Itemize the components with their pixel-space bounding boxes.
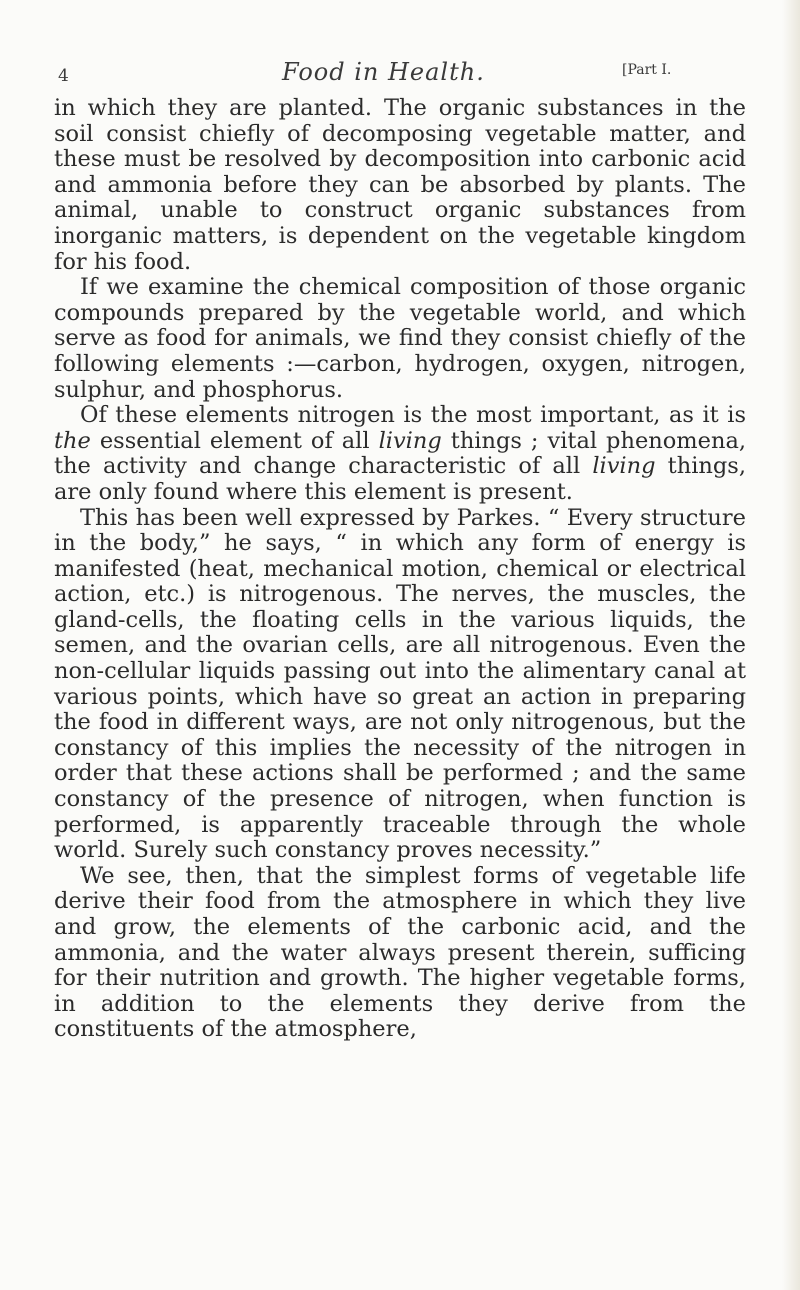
- text-run: in which they are planted. The organic substances in the soil consist chiefly of decomposing vegetable matter, and these must be resolved by decomposition into carbonic acid and ammonia before they can be absorbed by plants. The animal, unable to construct organic substances from inorganic matters, is dependent on the vegetable kingdom for his food.: [54, 95, 746, 275]
- italic-text: living: [592, 453, 656, 480]
- paragraph: [54, 96, 746, 275]
- text-run: Of these elements nitrogen is the most important, as it is: [80, 402, 746, 429]
- paragraph: [54, 864, 746, 1043]
- part-label: [Part I.: [622, 62, 672, 78]
- paragraph: [54, 403, 746, 505]
- text-run: We see, then, that the simplest forms of vegetable life derive their food from the atmosphere in which they live and grow, the elements of the carbonic acid, and the ammonia, and the water always present therein, sufficing for their nutrition and growth. The higher vegetable forms, in addition to the elements they derive from the constituents of the atmosphere,: [54, 862, 746, 1043]
- text-run: This has been well expressed by Parkes. “ Every structure in the body,” he says, “ in which any form of energy is manifested (heat, mechanical motion, chemical or electrical action, etc.) is nitrogenous. The nerves, the muscles, the gland-cells, the floating cells in the various liquids, the semen, and the ovarian cells, are all nitrogenous. Even the non-cellular liquids passing out into the alimentary canal at various points, which have so great an action in preparing the food in different ways, are not only nitrogenous, but the constancy of this implies the necessity of the nitrogen in order that these actions shall be performed ; and the same constancy of the presence of nitrogen, when function is performed, is apparently traceable through the whole world. Surely such constancy proves necessity.”: [54, 504, 746, 864]
- page-number: 4: [58, 66, 69, 86]
- text-run: things, are only found where this element is present.: [54, 453, 746, 505]
- paragraph: [54, 506, 746, 864]
- italic-text: living: [378, 427, 442, 454]
- page-edge-shadow: [782, 0, 800, 1290]
- text-run: essential element of all: [90, 427, 379, 454]
- text-run: If we examine the chemical composition of those organic compounds prepared by the vegetable world, and which serve as food for animals, we find they consist chiefly of the following elements :—carbon, hydrogen, oxygen, nitrogen, sulphur, and phosphorus.: [54, 274, 746, 403]
- body-text: [54, 96, 746, 1043]
- italic-text: the: [54, 427, 91, 454]
- running-title: Food in Health.: [282, 58, 485, 86]
- paragraph: [54, 275, 746, 403]
- text-run: things ; vital phenomena, the activity and change characteristic of all: [54, 427, 747, 480]
